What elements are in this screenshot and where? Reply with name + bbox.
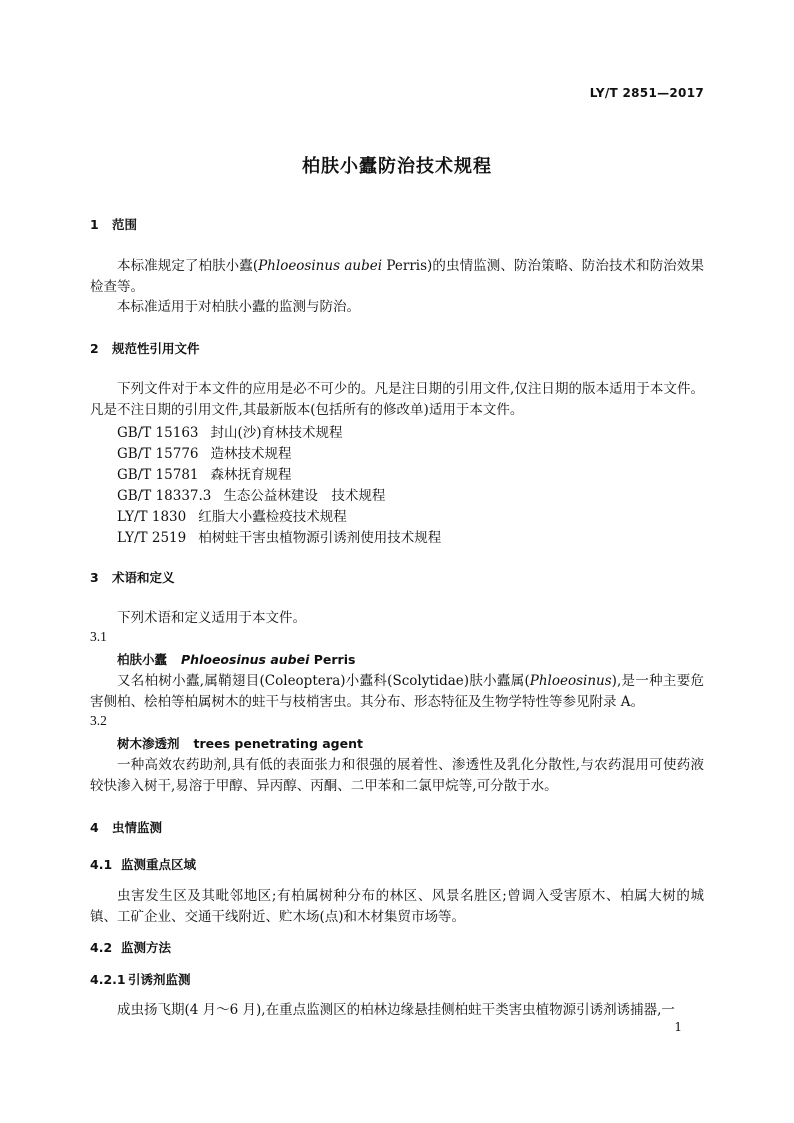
standard-number: LY/T 2851—2017 [589,86,704,100]
reference-code: GB/T 15776 [117,446,199,462]
subsection-number: 4.2.1 [90,972,126,987]
references-intro: 下列文件对于本文件的应用是必不可少的。凡是注日期的引用文件,仅注日期的版本适用于本文件。凡是不注日期的引用文件,其最新版本(包括所有的修改单)适用于本文件。 [90,381,704,418]
section-title: 术语和定义 [112,570,175,585]
text-run: 又名柏树小蠹,属鞘翅目(Coleoptera)小蠹科(Scolytidae)肤小蠹属( [117,673,530,689]
reference-title: 柏树蛀干害虫植物源引诱剂使用技术规程 [198,530,442,546]
reference-title: 造林技术规程 [210,446,292,462]
section-title: 范围 [112,217,138,232]
applicability-paragraph: 本标准适用于对柏肤小蠹的监测与防治。 [117,299,360,315]
reference-code: GB/T 18337.3 [117,488,212,504]
text-run: Perris [309,652,356,667]
reference-item [117,505,347,525]
reference-title: 封山(沙)育林技术规程 [210,425,343,441]
term-english [181,652,355,667]
reference-title: 红脂大小蠹检疫技术规程 [198,509,347,525]
page-number: 1 [674,1020,682,1034]
text-run: ),是一种主要危害侧柏、桧柏等柏属树木的蛀干与枝梢害虫。其分布、形态特征及生物学特性等参见附录 A。 [90,673,704,710]
reference-code: GB/T 15781 [117,467,199,483]
reference-code: GB/T 15163 [117,425,199,441]
reference-code: LY/T 2519 [117,530,187,546]
section-number: 3 [90,570,99,585]
text-run: 本标准规定了柏肤小蠹( [117,258,259,274]
text-run: Perris)的虫情监测、防治策略、防治技术和防治效果检查等。 [90,258,704,295]
subsection-4-1-heading [90,855,196,873]
section-number: 1 [90,217,99,232]
reference-title: 森林抚育规程 [210,467,292,483]
term-definition [90,671,704,713]
section-number: 2 [90,341,99,356]
reference-item [117,526,441,546]
reference-item [117,442,292,462]
scope-paragraph [90,256,704,298]
reference-item [117,484,385,504]
section-2-heading [90,339,200,357]
reference-item [117,421,343,441]
subsection-title: 监测方法 [121,940,172,955]
monitoring-areas-paragraph: 虫害发生区及其毗邻地区;有柏属树种分布的林区、风景名胜区;曾调入受害原木、柏属大树的城镇、工矿企业、交通干线附近、贮木场(点)和木材集贸市场等。 [90,888,704,925]
document-title: 柏肤小蠹防治技术规程 [302,156,492,177]
species-name: Phloeosinus aubei [181,652,310,667]
subsection-title: 引诱剂监测 [128,972,191,987]
section-number: 4 [90,820,99,835]
species-name: Phloeosinus aubei [258,258,383,274]
section-3-heading [90,568,175,586]
terms-intro: 下列术语和定义适用于本文件。 [117,610,306,626]
attractant-monitoring-paragraph: 成虫扬飞期(4 月～6 月),在重点监测区的柏林边缘悬挂侧柏蛀干类害虫植物源引诱剂诱捕器,一 [117,1002,675,1018]
reference-title: 生态公益林建设 技术规程 [223,488,386,504]
term-definition: 一种高效农药助剂,具有低的表面张力和很强的展着性、渗透性及乳化分散性,与农药混用可使药液较快渗入树干,易溶于甲醇、异丙醇、丙酮、二甲苯和二氯甲烷等,可分散于水。 [90,757,704,794]
subsection-4-2-heading [90,938,171,956]
term-chinese: 树木渗透剂 [117,736,180,751]
reference-item [117,463,292,483]
subsection-4-2-1-heading [90,970,191,988]
term-number: 3.2 [90,713,107,728]
genus-name: Phloeosinus [529,673,612,689]
subsection-title: 监测重点区域 [121,857,197,872]
term-heading [117,650,355,668]
term-english: trees penetrating agent [193,736,363,751]
section-title: 规范性引用文件 [112,341,200,356]
section-4-heading [90,818,162,836]
term-number: 3.1 [90,629,107,644]
subsection-number: 4.2 [90,940,113,955]
reference-code: LY/T 1830 [117,509,187,525]
term-heading [117,734,363,752]
section-1-heading [90,215,137,233]
section-title: 虫情监测 [112,820,163,835]
term-chinese: 柏肤小蠹 [117,652,168,667]
subsection-number: 4.1 [90,857,113,872]
